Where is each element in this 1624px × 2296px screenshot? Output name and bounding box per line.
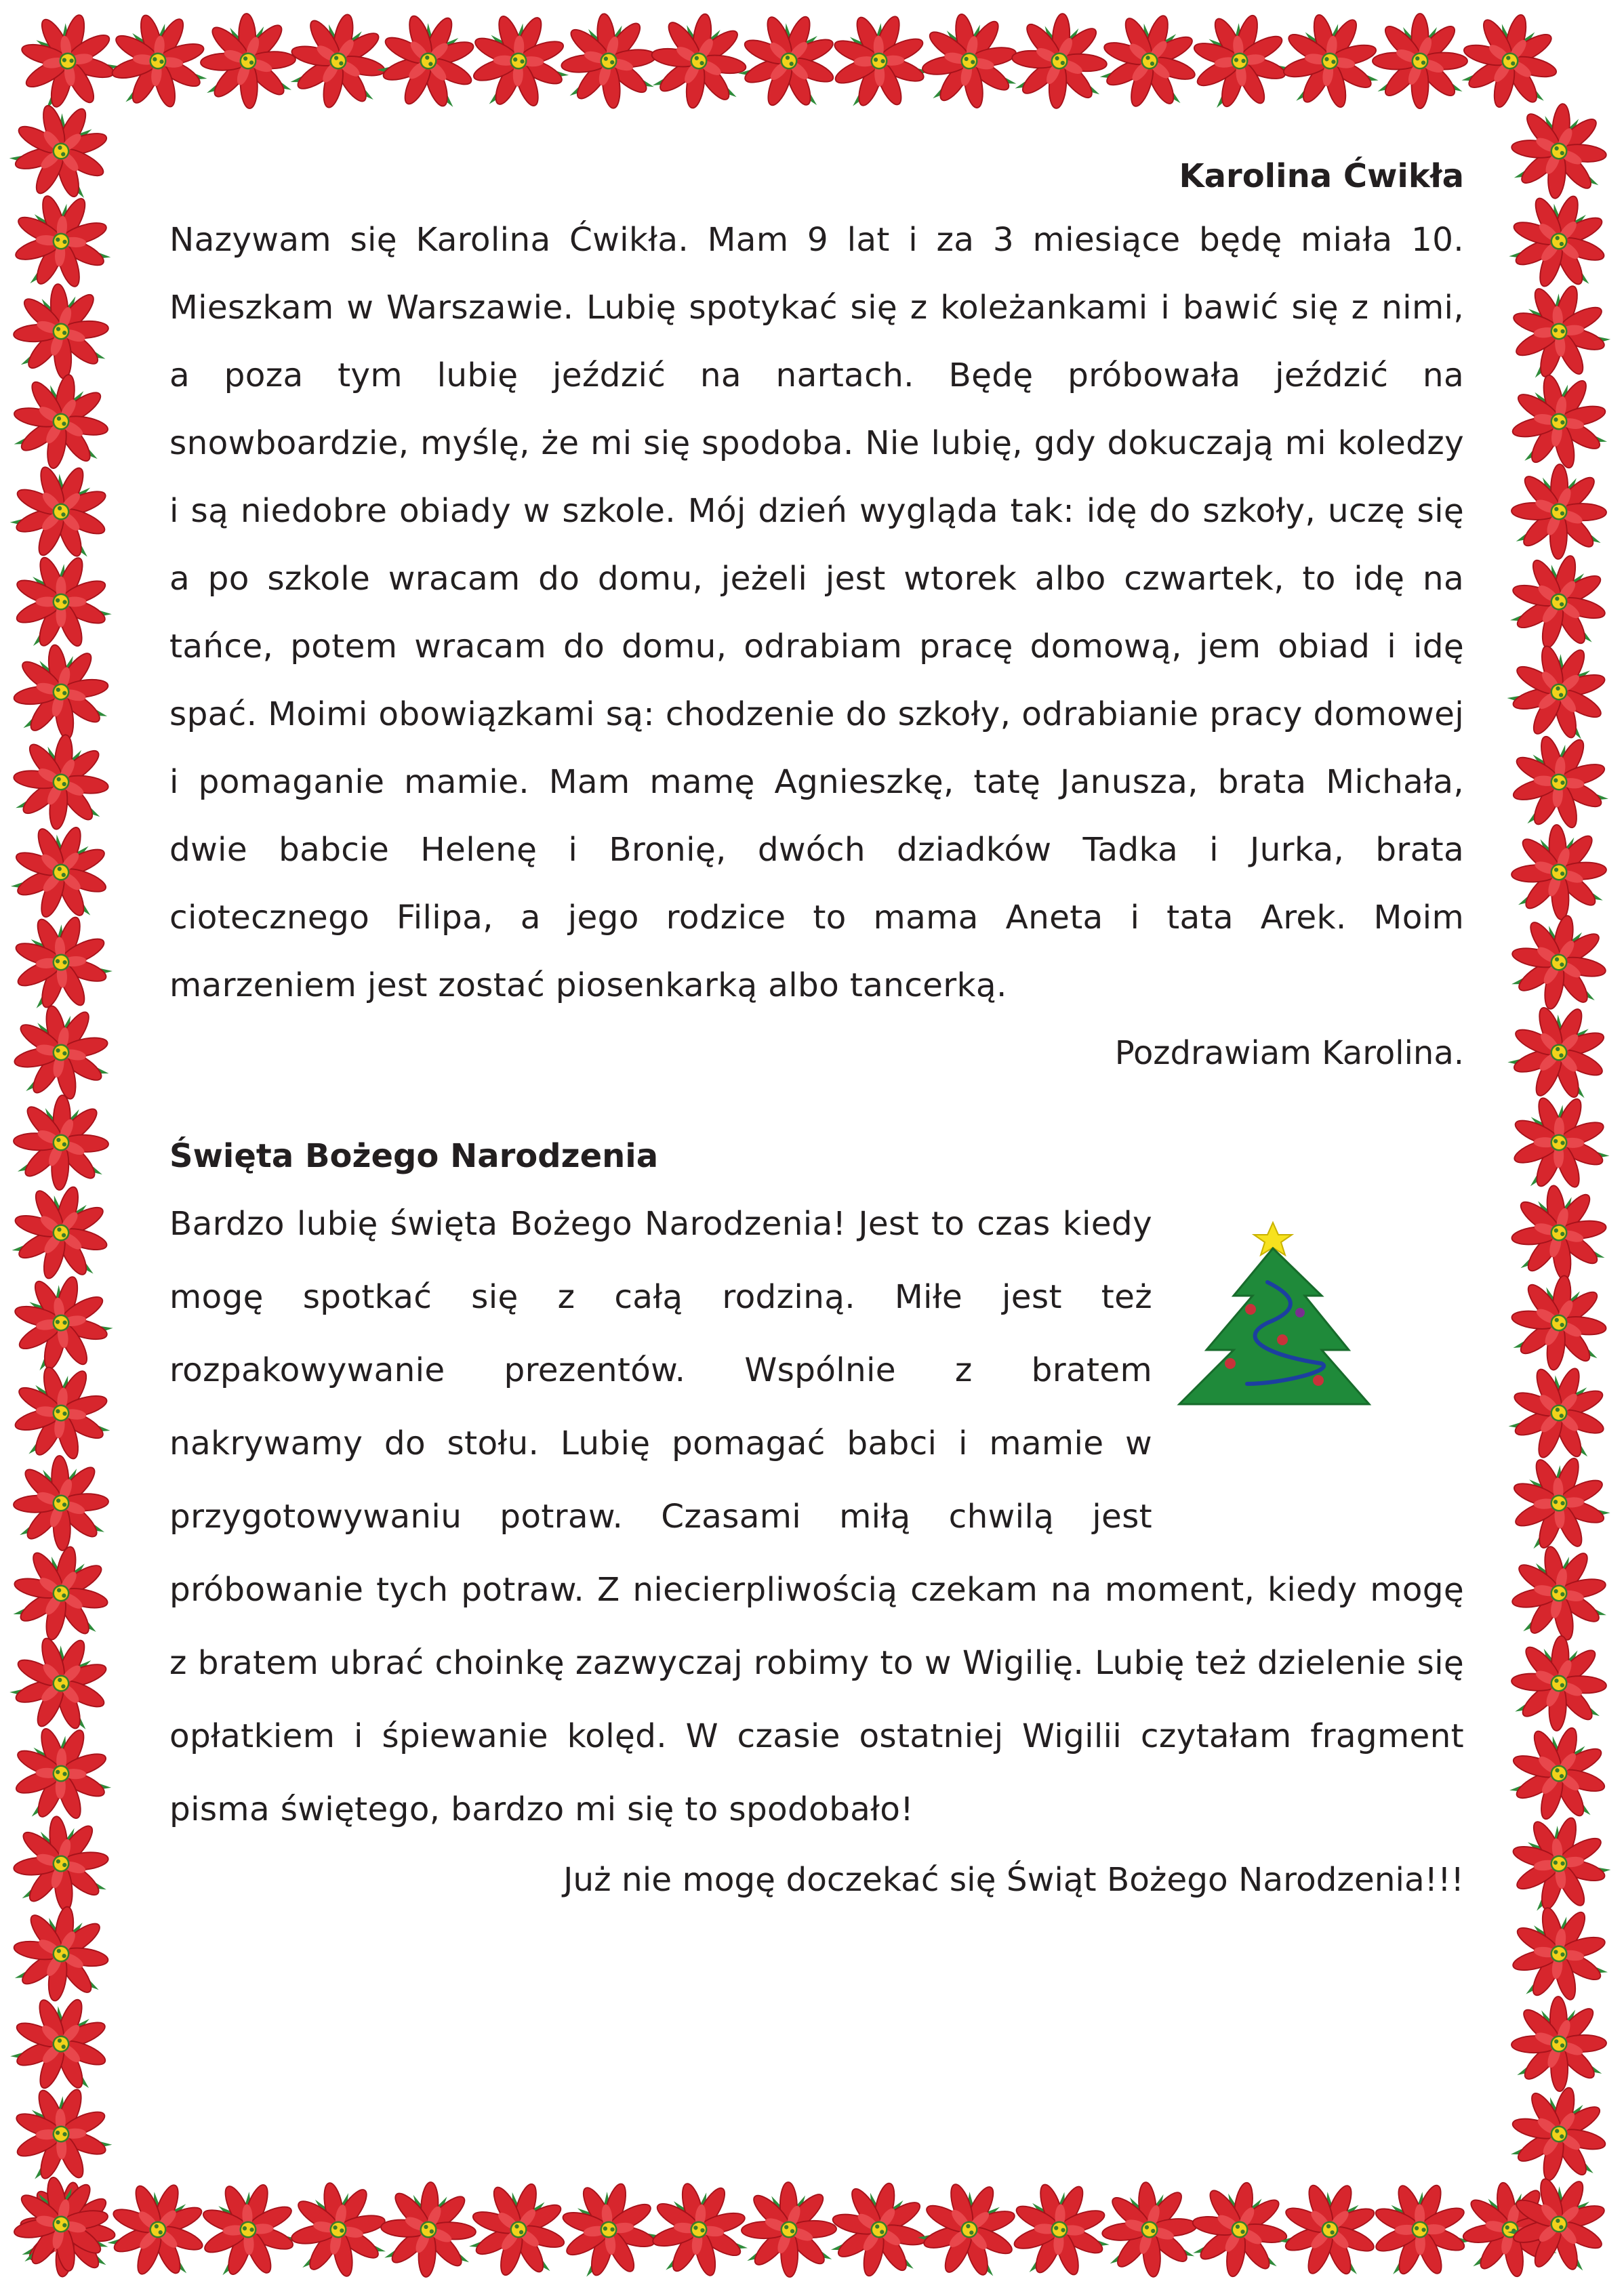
poinsettia-icon — [5, 996, 117, 1109]
poinsettia-icon — [1506, 1180, 1612, 1286]
poinsettia-icon — [0, 1982, 123, 2106]
poinsettia-icon — [12, 1094, 110, 1192]
poinsettia-icon — [1499, 181, 1619, 302]
poinsettia-icon — [99, 2, 216, 119]
poinsettia-icon — [1009, 10, 1110, 111]
poinsettia-icon — [641, 2171, 756, 2287]
poinsettia-icon — [365, 0, 491, 125]
poinsettia-icon — [1509, 822, 1608, 922]
poinsettia-icon — [0, 1713, 121, 1834]
poinsettia-icon — [2, 1174, 119, 1291]
poinsettia-icon — [185, 2167, 311, 2293]
poinsettia-icon — [1495, 628, 1623, 756]
poinsettia-icon — [9, 730, 113, 834]
poinsettia-icon — [1358, 2167, 1482, 2292]
poinsettia-icon — [0, 449, 123, 575]
poinsettia-icon — [1453, 3, 1568, 119]
poinsettia-icon — [378, 2179, 478, 2279]
section-title: Święta Bożego Narodzenia — [169, 1137, 659, 1175]
poinsettia-icon — [1501, 544, 1617, 659]
poinsettia-icon — [5, 1537, 117, 1649]
poinsettia-icon — [1503, 1538, 1615, 1649]
poinsettia-icon — [1502, 2077, 1616, 2191]
poinsettia-icon — [906, 2166, 1033, 2293]
poinsettia-icon — [0, 87, 125, 215]
letter-body: Nazywam się Karolina Ćwikła. Mam 9 lat i za 3 miesiące będę miała 10. Mieszkam w Warszawie. Lubię spotykać się z koleżankami i bawić się z nimi, a poza tym lubię jeździć na nartach. Będę próbowała jeździć na snowboardzie, myślę, że mi się spodoba. Nie lubię, gdy dokuczają mi koledzy i są niedobre obiady w szkole. Mój dzień wygląda tak: idę do szkoły, uczę się a po szkole wracam do domu, jeżeli jest wtorek albo czwartek, to idę na tańce, potem wracam do domu, odrabiam pracę domową, jem obiad i idę spać. Moimi obowiązkami są: chodzenie do szkoły, odrabianie pracy domowej i pomaganie mamie. Mam mamę Agnieszkę, tatę Janusza, brata Michała, dwie babcie Helenę i Bronię, dwóch dziadków Tadka i Jurka, brata ciotecznego Filipa, a jego rodzice to mama Aneta i tata Arek. Moim marzeniem jest zostać piosenkarką albo tancerką. — [169, 221, 1464, 1004]
poinsettia-icon — [458, 0, 579, 121]
poinsettia-icon — [914, 6, 1024, 116]
poinsettia-icon — [1500, 1715, 1619, 1833]
poinsettia-icon — [1500, 723, 1619, 842]
poinsettia-icon — [1498, 1352, 1621, 1475]
poinsettia-icon — [1090, 1, 1209, 121]
poinsettia-icon — [97, 2169, 220, 2291]
poinsettia-icon — [999, 2169, 1120, 2290]
poinsettia-icon — [283, 2174, 394, 2285]
poinsettia-icon — [0, 2072, 123, 2197]
poinsettia-icon — [741, 2181, 837, 2278]
poinsettia-icon — [1509, 1633, 1608, 1733]
poinsettia-icon — [282, 5, 394, 117]
poinsettia-icon — [1098, 2178, 1201, 2281]
christmas-body: Bardzo lubię święta Bożego Narodzenia! Jest to czas kiedy mogę spotkać się z całą rodziną. Miłe jest też rozpakowywanie prezentów. Wspólnie z bratem nakrywamy do stołu. Lubię pomagać babci i mamie w przygotowywaniu potraw. Czasami miłą chwilą jest próbowanie tych potraw. Z niecierpliwością czekam na moment, kiedy mogę z bratem ubrać choinkę zazwyczaj robimy to w Wigilię. Lubię też dzielenie się opłatkiem i śpiewanie kolęd. W czasie ostatniej Wigilii czytałam fragment pisma świętego, bardzo mi się to spodobało! — [169, 1205, 1464, 1828]
poinsettia-icon — [817, 0, 942, 123]
poinsettia-icon — [1272, 3, 1387, 119]
poinsettia-icon — [6, 367, 116, 476]
poinsettia-icon — [1267, 2167, 1392, 2292]
page-content — [169, 156, 1464, 1914]
poinsettia-icon — [0, 540, 123, 663]
poinsettia-icon — [556, 9, 661, 113]
poinsettia-icon — [1506, 1270, 1612, 1376]
poinsettia-icon — [1496, 1440, 1622, 1566]
poinsettia-icon — [822, 2173, 936, 2287]
poinsettia-icon — [10, 281, 111, 382]
poinsettia-icon — [1511, 464, 1607, 560]
poinsettia-icon — [0, 899, 125, 1025]
poinsettia-icon — [544, 2165, 673, 2294]
poinsettia-icon — [0, 1620, 125, 1746]
christmas-closing: Już nie mogę doczekać się Świąt Bożego Narodzenia!!! — [563, 1861, 1464, 1899]
letter-signature: Pozdrawiam Karolina. — [1114, 1034, 1464, 1072]
poinsettia-icon — [7, 638, 115, 745]
poinsettia-icon — [460, 2171, 578, 2289]
poinsettia-icon — [3, 0, 132, 126]
poinsettia-icon — [1501, 1895, 1617, 2011]
poinsettia-icon — [1511, 1996, 1607, 2092]
poinsettia-icon — [12, 1454, 110, 1553]
poinsettia-icon — [1495, 1799, 1623, 1928]
poinsettia-icon — [1175, 0, 1303, 125]
poinsettia-icon — [1, 182, 121, 301]
poinsettia-icon — [199, 12, 298, 110]
poinsettia-icon — [2, 1354, 119, 1471]
poinsettia-icon — [1502, 365, 1616, 478]
poinsettia-icon — [1185, 2175, 1294, 2284]
poinsettia-icon — [645, 7, 752, 115]
author-name: Karolina Ćwikła — [1179, 157, 1464, 195]
poinsettia-icon — [1507, 100, 1610, 203]
poinsettia-icon — [1373, 14, 1467, 108]
poinsettia-icon — [1503, 907, 1615, 1018]
poinsettia-icon — [0, 811, 121, 932]
poinsettia-icon — [1495, 268, 1623, 395]
poinsettia-icon — [1498, 1082, 1621, 1204]
poinsettia-icon — [0, 1258, 126, 1387]
poinsettia-icon — [9, 1811, 113, 1916]
christmas-tree-icon — [1166, 1181, 1464, 1553]
poinsettia-icon — [727, 0, 851, 123]
poinsettia-icon — [1496, 989, 1622, 1115]
poinsettia-icon — [7, 1900, 115, 2007]
